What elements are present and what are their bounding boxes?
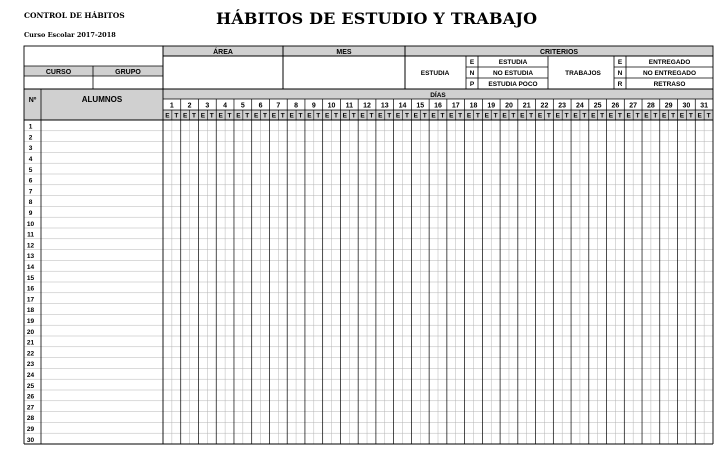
day-number: 28 — [647, 102, 655, 110]
sub-col-e: E — [271, 112, 277, 120]
row-number: 27 — [26, 404, 35, 412]
sub-col-e: E — [697, 112, 702, 120]
row-number: 15 — [26, 274, 35, 282]
row-number: 14 — [26, 264, 35, 271]
sub-col-e: E — [413, 112, 418, 120]
trabajos-code: E — [617, 59, 623, 66]
control-title: CONTROL DE HÁBITOS — [24, 11, 125, 20]
row-number: 17 — [26, 296, 35, 304]
row-number: 22 — [26, 350, 35, 358]
sub-col-e: E — [289, 112, 294, 120]
trabajos-text: ENTREGADO — [648, 59, 691, 66]
day-number: 17 — [451, 102, 460, 110]
sub-col-e: E — [573, 112, 578, 120]
sub-col-t: T — [387, 112, 392, 120]
day-number: 6 — [258, 102, 263, 110]
sub-col-e: E — [608, 112, 614, 120]
sub-col-t: T — [316, 112, 321, 120]
estudia-code: N — [469, 70, 475, 77]
sub-col-t: T — [529, 112, 534, 120]
day-number: 8 — [294, 102, 299, 110]
num-header: Nº — [28, 97, 37, 104]
day-number: 12 — [363, 102, 371, 110]
day-number: 15 — [416, 102, 425, 110]
sub-col-t: T — [174, 112, 179, 120]
header-band — [163, 46, 713, 56]
trabajos-text: NO ENTREGADO — [642, 70, 697, 77]
row-number: 9 — [28, 210, 33, 217]
sub-col-t: T — [227, 112, 232, 120]
sub-col-t: T — [475, 112, 480, 120]
alumnos-header: ALUMNOS — [81, 95, 123, 104]
day-number: 1 — [169, 102, 174, 110]
day-number: 10 — [327, 102, 336, 110]
row-number: 23 — [26, 361, 35, 369]
row-number: 29 — [26, 426, 35, 433]
mes-label: MES — [336, 49, 352, 56]
estudia-text: ESTUDIA POCO — [488, 81, 538, 88]
criterios-label: CRITERIOS — [539, 49, 579, 56]
day-number: 27 — [629, 102, 638, 110]
trabajos-text: RETRASO — [653, 81, 686, 88]
row-number: 24 — [26, 372, 35, 379]
day-number: 29 — [664, 102, 673, 110]
row-number: 19 — [26, 318, 35, 325]
row-number: 4 — [28, 156, 33, 163]
sub-col-e: E — [253, 112, 259, 120]
sub-col-t: T — [422, 112, 427, 120]
sub-col-e: E — [342, 112, 348, 120]
day-number: 30 — [682, 102, 691, 110]
day-number: 2 — [187, 102, 192, 110]
row-number: 28 — [26, 415, 35, 423]
sub-col-t: T — [671, 112, 676, 120]
alumnos-header-band — [24, 89, 163, 120]
row-number: 8 — [28, 199, 33, 207]
row-number: 7 — [28, 188, 33, 196]
day-number: 22 — [540, 102, 549, 110]
row-number: 21 — [26, 339, 35, 347]
sub-col-t: T — [653, 112, 658, 120]
day-number: 14 — [398, 102, 407, 110]
row-number: 5 — [28, 166, 33, 174]
day-number: 5 — [240, 102, 245, 110]
sub-col-e: E — [679, 112, 685, 120]
curso-label: CURSO — [45, 69, 72, 76]
sub-col-e: E — [591, 112, 596, 120]
sub-col-t: T — [298, 112, 303, 120]
sub-col-e: E — [307, 112, 312, 120]
sub-col-e: E — [165, 112, 170, 120]
school-year: Curso Escolar 2017-2018 — [24, 31, 116, 39]
day-number: 9 — [311, 102, 316, 110]
day-number: 7 — [276, 102, 281, 110]
sub-col-e: E — [449, 112, 454, 120]
row-number: 16 — [26, 285, 35, 293]
page-title: HÁBITOS DE ESTUDIO Y TRABAJO — [216, 9, 538, 28]
day-number: 31 — [700, 102, 709, 110]
row-number: 20 — [26, 328, 35, 336]
row-number: 18 — [26, 307, 35, 315]
sub-col-e: E — [662, 112, 667, 120]
row-number: 13 — [26, 253, 35, 261]
row-number: 3 — [28, 145, 33, 153]
sub-col-e: E — [502, 112, 507, 120]
day-number: 16 — [434, 102, 442, 110]
sub-col-t: T — [493, 112, 498, 120]
row-number: 10 — [26, 220, 35, 228]
sub-col-t: T — [706, 112, 711, 120]
sub-col-e: E — [324, 112, 330, 120]
sub-col-e: E — [183, 112, 188, 120]
sub-col-e: E — [484, 112, 489, 120]
sub-col-e: E — [520, 112, 525, 120]
sub-col-e: E — [555, 112, 560, 120]
sub-col-t: T — [635, 112, 640, 120]
sub-col-t: T — [458, 112, 463, 120]
sub-col-e: E — [218, 112, 223, 120]
sub-col-t: T — [582, 112, 587, 120]
day-number: 20 — [505, 102, 513, 110]
row-number: 6 — [28, 177, 33, 185]
row-number: 12 — [26, 242, 35, 250]
trabajos-label: TRABAJOS — [565, 70, 601, 77]
estudia-text: ESTUDIA — [498, 59, 528, 66]
row-number: 25 — [26, 382, 35, 390]
sub-col-t: T — [192, 112, 197, 120]
day-number: 21 — [522, 102, 531, 110]
sub-col-t: T — [280, 112, 285, 120]
day-number: 18 — [469, 102, 478, 110]
day-number: 3 — [205, 102, 210, 110]
day-number: 4 — [223, 102, 228, 110]
day-number: 25 — [593, 102, 602, 110]
sub-col-t: T — [600, 112, 605, 120]
sub-col-e: E — [431, 112, 436, 120]
sub-col-t: T — [546, 112, 551, 120]
day-number: 26 — [611, 102, 620, 110]
sub-col-t: T — [245, 112, 250, 120]
grupo-label: GRUPO — [115, 69, 141, 76]
estudia-label: ESTUDIA — [420, 70, 450, 77]
curso-grupo-band — [24, 66, 163, 76]
row-number: 11 — [27, 231, 34, 239]
sub-col-t: T — [511, 112, 516, 120]
sub-col-t: T — [440, 112, 445, 120]
day-number: 23 — [558, 102, 567, 110]
sub-col-t: T — [351, 112, 356, 120]
sub-col-e: E — [200, 112, 206, 120]
sub-col-t: T — [404, 112, 409, 120]
day-number: 24 — [576, 102, 584, 110]
sub-col-t: T — [333, 112, 338, 120]
sub-col-e: E — [360, 112, 365, 120]
estudia-code: E — [469, 59, 475, 66]
dias-header: DÍAS — [430, 92, 446, 99]
trabajos-code: R — [617, 81, 623, 88]
sub-col-t: T — [617, 112, 622, 120]
estudia-text: NO ESTUDIA — [492, 70, 534, 77]
row-number: 26 — [26, 393, 35, 401]
sub-col-e: E — [236, 112, 241, 120]
row-number: 30 — [26, 436, 35, 444]
sub-col-e: E — [626, 112, 631, 120]
row-number: 1 — [28, 123, 33, 131]
sub-col-e: E — [395, 112, 401, 120]
estudia-code: P — [469, 81, 475, 88]
day-number: 13 — [380, 102, 389, 110]
sub-col-t: T — [688, 112, 693, 120]
area-label: ÁREA — [213, 49, 233, 56]
sub-col-e: E — [466, 112, 472, 120]
sub-col-e: E — [537, 112, 543, 120]
sub-col-t: T — [209, 112, 214, 120]
trabajos-code: N — [617, 70, 623, 77]
sub-col-t: T — [564, 112, 569, 120]
day-number: 11 — [345, 102, 353, 110]
row-number: 2 — [28, 134, 33, 142]
day-number: 19 — [487, 102, 496, 110]
sub-col-t: T — [263, 112, 268, 120]
sub-col-e: E — [378, 112, 383, 120]
sub-col-e: E — [644, 112, 649, 120]
sub-col-t: T — [369, 112, 374, 120]
